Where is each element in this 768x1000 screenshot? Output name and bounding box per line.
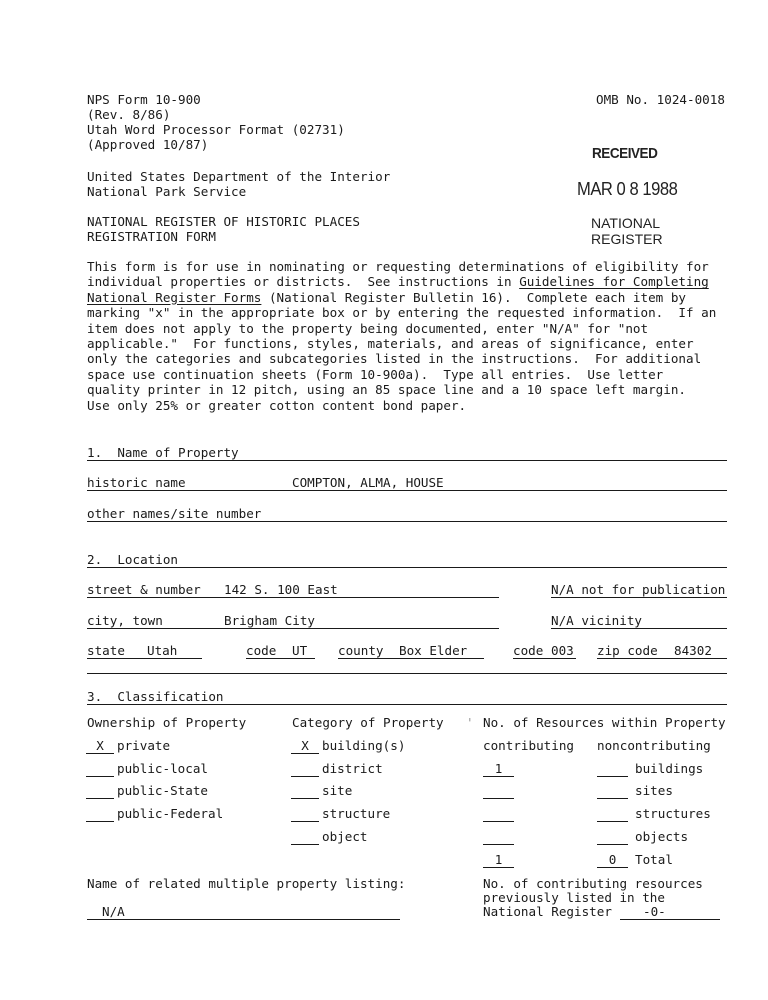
prev-listed-line-2: previously listed in the xyxy=(483,890,665,905)
historic-name-line xyxy=(87,490,727,491)
street-value[interactable]: 142 S. 100 East xyxy=(224,582,338,597)
instr-line-7: only the categories and subcategories listed in the instructions. For additional xyxy=(87,351,702,367)
state-label: state xyxy=(87,643,125,658)
stamp-register: REGISTER xyxy=(591,231,663,247)
noncontributing-sites-field[interactable] xyxy=(597,783,628,799)
other-names-label: other names/site number xyxy=(87,506,262,521)
state-code-line xyxy=(246,658,315,659)
contributing-buildings-field[interactable]: 1 xyxy=(483,761,514,777)
prev-listed-line-1: No. of contributing resources xyxy=(483,876,703,891)
contributing-header: contributing xyxy=(483,738,574,753)
ownership-public-federal-checkbox[interactable] xyxy=(86,806,114,822)
form-format: Utah Word Processor Format (02731) xyxy=(87,122,345,137)
ownership-public-federal-label: public-Federal xyxy=(117,806,224,821)
received-stamp: RECEIVED xyxy=(592,145,658,162)
instructions-paragraph xyxy=(87,259,737,413)
section-1-heading: 1. Name of Property xyxy=(87,445,239,460)
contributing-objects-field[interactable] xyxy=(483,829,514,845)
form-title: REGISTRATION FORM xyxy=(87,229,216,244)
department-name: United States Department of the Interior xyxy=(87,169,391,184)
sites-row-label: sites xyxy=(635,783,673,798)
resources-heading: No. of Resources within Property xyxy=(483,715,726,730)
state-code-label: code xyxy=(246,643,277,658)
form-number: NPS Form 10-900 xyxy=(87,92,201,107)
street-line xyxy=(87,597,499,598)
not-for-publication-line xyxy=(551,597,727,598)
state-line xyxy=(87,658,202,659)
buildings-row-label: buildings xyxy=(635,761,704,776)
category-building-label: building(s) xyxy=(322,738,406,753)
category-building-checkbox[interactable]: X xyxy=(291,738,319,754)
section-1-rule xyxy=(87,460,727,461)
zip-line xyxy=(597,658,727,659)
guidelines-link-part2: National Register Forms xyxy=(87,289,262,305)
street-label: street & number xyxy=(87,582,201,597)
contributing-sites-field[interactable] xyxy=(483,783,514,799)
not-for-publication[interactable]: N/A not for publication xyxy=(551,582,726,597)
state-code-value[interactable]: UT xyxy=(292,643,308,658)
guidelines-link-part1: Guidelines for Completing xyxy=(519,274,709,290)
instr-line-9: quality printer in 12 pitch, using an 85 space line and a 10 space left margin. xyxy=(87,382,686,398)
category-district-checkbox[interactable] xyxy=(291,761,319,777)
instr-line-4: marking "x" in the appropriate box or by entering the requested information. If an xyxy=(87,305,717,321)
city-value[interactable]: Brigham City xyxy=(224,613,315,628)
section-3-rule xyxy=(87,704,727,705)
received-date-stamp: MAR 0 8 1988 xyxy=(577,179,678,199)
instr-line-5: item does not apply to the property being documented, enter "N/A" for "not xyxy=(87,320,649,336)
zip-value[interactable]: 84302 xyxy=(674,643,712,658)
instr-line-1: This form is for use in nominating or requesting determinations of eligibility for xyxy=(87,259,709,274)
related-listing-label: Name of related multiple property listing: xyxy=(87,876,406,891)
state-value[interactable]: Utah xyxy=(147,643,178,658)
form-revision: (Rev. 8/86) xyxy=(87,107,171,122)
scan-mark: ' xyxy=(466,715,474,730)
section-3-heading: 3. Classification xyxy=(87,689,224,704)
section-2-rule xyxy=(87,567,727,568)
objects-row-label: objects xyxy=(635,829,689,844)
category-site-label: site xyxy=(322,783,353,798)
county-code-line xyxy=(513,658,576,659)
related-listing-value[interactable]: N/A xyxy=(102,904,125,919)
register-title: NATIONAL REGISTER OF HISTORIC PLACES xyxy=(87,214,360,229)
vicinity-line xyxy=(551,628,727,629)
ownership-public-state-label: public-State xyxy=(117,783,208,798)
instr-line-6: applicable." For functions, styles, materials, and areas of significance, enter xyxy=(87,336,694,352)
instr-line-2a: individual properties or districts. See instructions in xyxy=(87,274,520,290)
noncontributing-structures-field[interactable] xyxy=(597,806,628,822)
form-approved: (Approved 10/87) xyxy=(87,137,209,152)
category-structure-label: structure xyxy=(322,806,391,821)
omb-number: OMB No. 1024-0018 xyxy=(596,92,725,107)
instr-line-8: space use continuation sheets (Form 10-900a). Type all entries. Use letter xyxy=(87,366,664,382)
category-site-checkbox[interactable] xyxy=(291,783,319,799)
ownership-public-state-checkbox[interactable] xyxy=(86,783,114,799)
ownership-private-checkbox[interactable]: X xyxy=(86,738,114,754)
city-line xyxy=(87,628,499,629)
ownership-heading: Ownership of Property xyxy=(87,715,247,730)
service-name: National Park Service xyxy=(87,184,247,199)
contributing-structures-field[interactable] xyxy=(483,806,514,822)
total-row-label: Total xyxy=(635,852,673,867)
county-code-label: code xyxy=(513,643,544,658)
historic-name-value[interactable]: COMPTON, ALMA, HOUSE xyxy=(292,475,444,490)
category-object-label: object xyxy=(322,829,368,844)
noncontributing-buildings-field[interactable] xyxy=(597,761,628,777)
section-2-end-rule xyxy=(87,673,727,674)
stamp-national: NATIONAL xyxy=(591,215,660,231)
related-listing-line xyxy=(87,919,400,920)
instr-line-10: Use only 25% or greater cotton content bond paper. xyxy=(87,397,467,413)
category-heading: Category of Property xyxy=(292,715,444,730)
ownership-private-label: private xyxy=(117,738,171,753)
noncontributing-total-field[interactable]: 0 xyxy=(597,852,628,868)
prev-listed-value[interactable]: -0- xyxy=(643,904,666,919)
other-names-line[interactable] xyxy=(87,521,727,522)
vicinity[interactable]: N/A vicinity xyxy=(551,613,642,628)
ownership-public-local-label: public-local xyxy=(117,761,208,776)
county-label: county xyxy=(338,643,384,658)
ownership-public-local-checkbox[interactable] xyxy=(86,761,114,777)
contributing-total-field[interactable]: 1 xyxy=(483,852,514,868)
county-value[interactable]: Box Elder xyxy=(399,643,468,658)
historic-name-label: historic name xyxy=(87,475,186,490)
noncontributing-header: noncontributing xyxy=(597,738,711,753)
county-code-value[interactable]: 003 xyxy=(551,643,574,658)
instr-line-3b: (National Register Bulletin 16). Complete each item by xyxy=(261,289,686,305)
prev-listed-line-3: National Register xyxy=(483,904,612,919)
county-line xyxy=(338,658,484,659)
category-district-label: district xyxy=(322,761,383,776)
category-structure-checkbox[interactable] xyxy=(291,806,319,822)
category-object-checkbox[interactable] xyxy=(291,829,319,845)
prev-listed-line xyxy=(620,919,720,920)
city-label: city, town xyxy=(87,613,163,628)
section-2-heading: 2. Location xyxy=(87,552,178,567)
structures-row-label: structures xyxy=(635,806,711,821)
noncontributing-objects-field[interactable] xyxy=(597,829,628,845)
zip-label: zip code xyxy=(597,643,658,658)
